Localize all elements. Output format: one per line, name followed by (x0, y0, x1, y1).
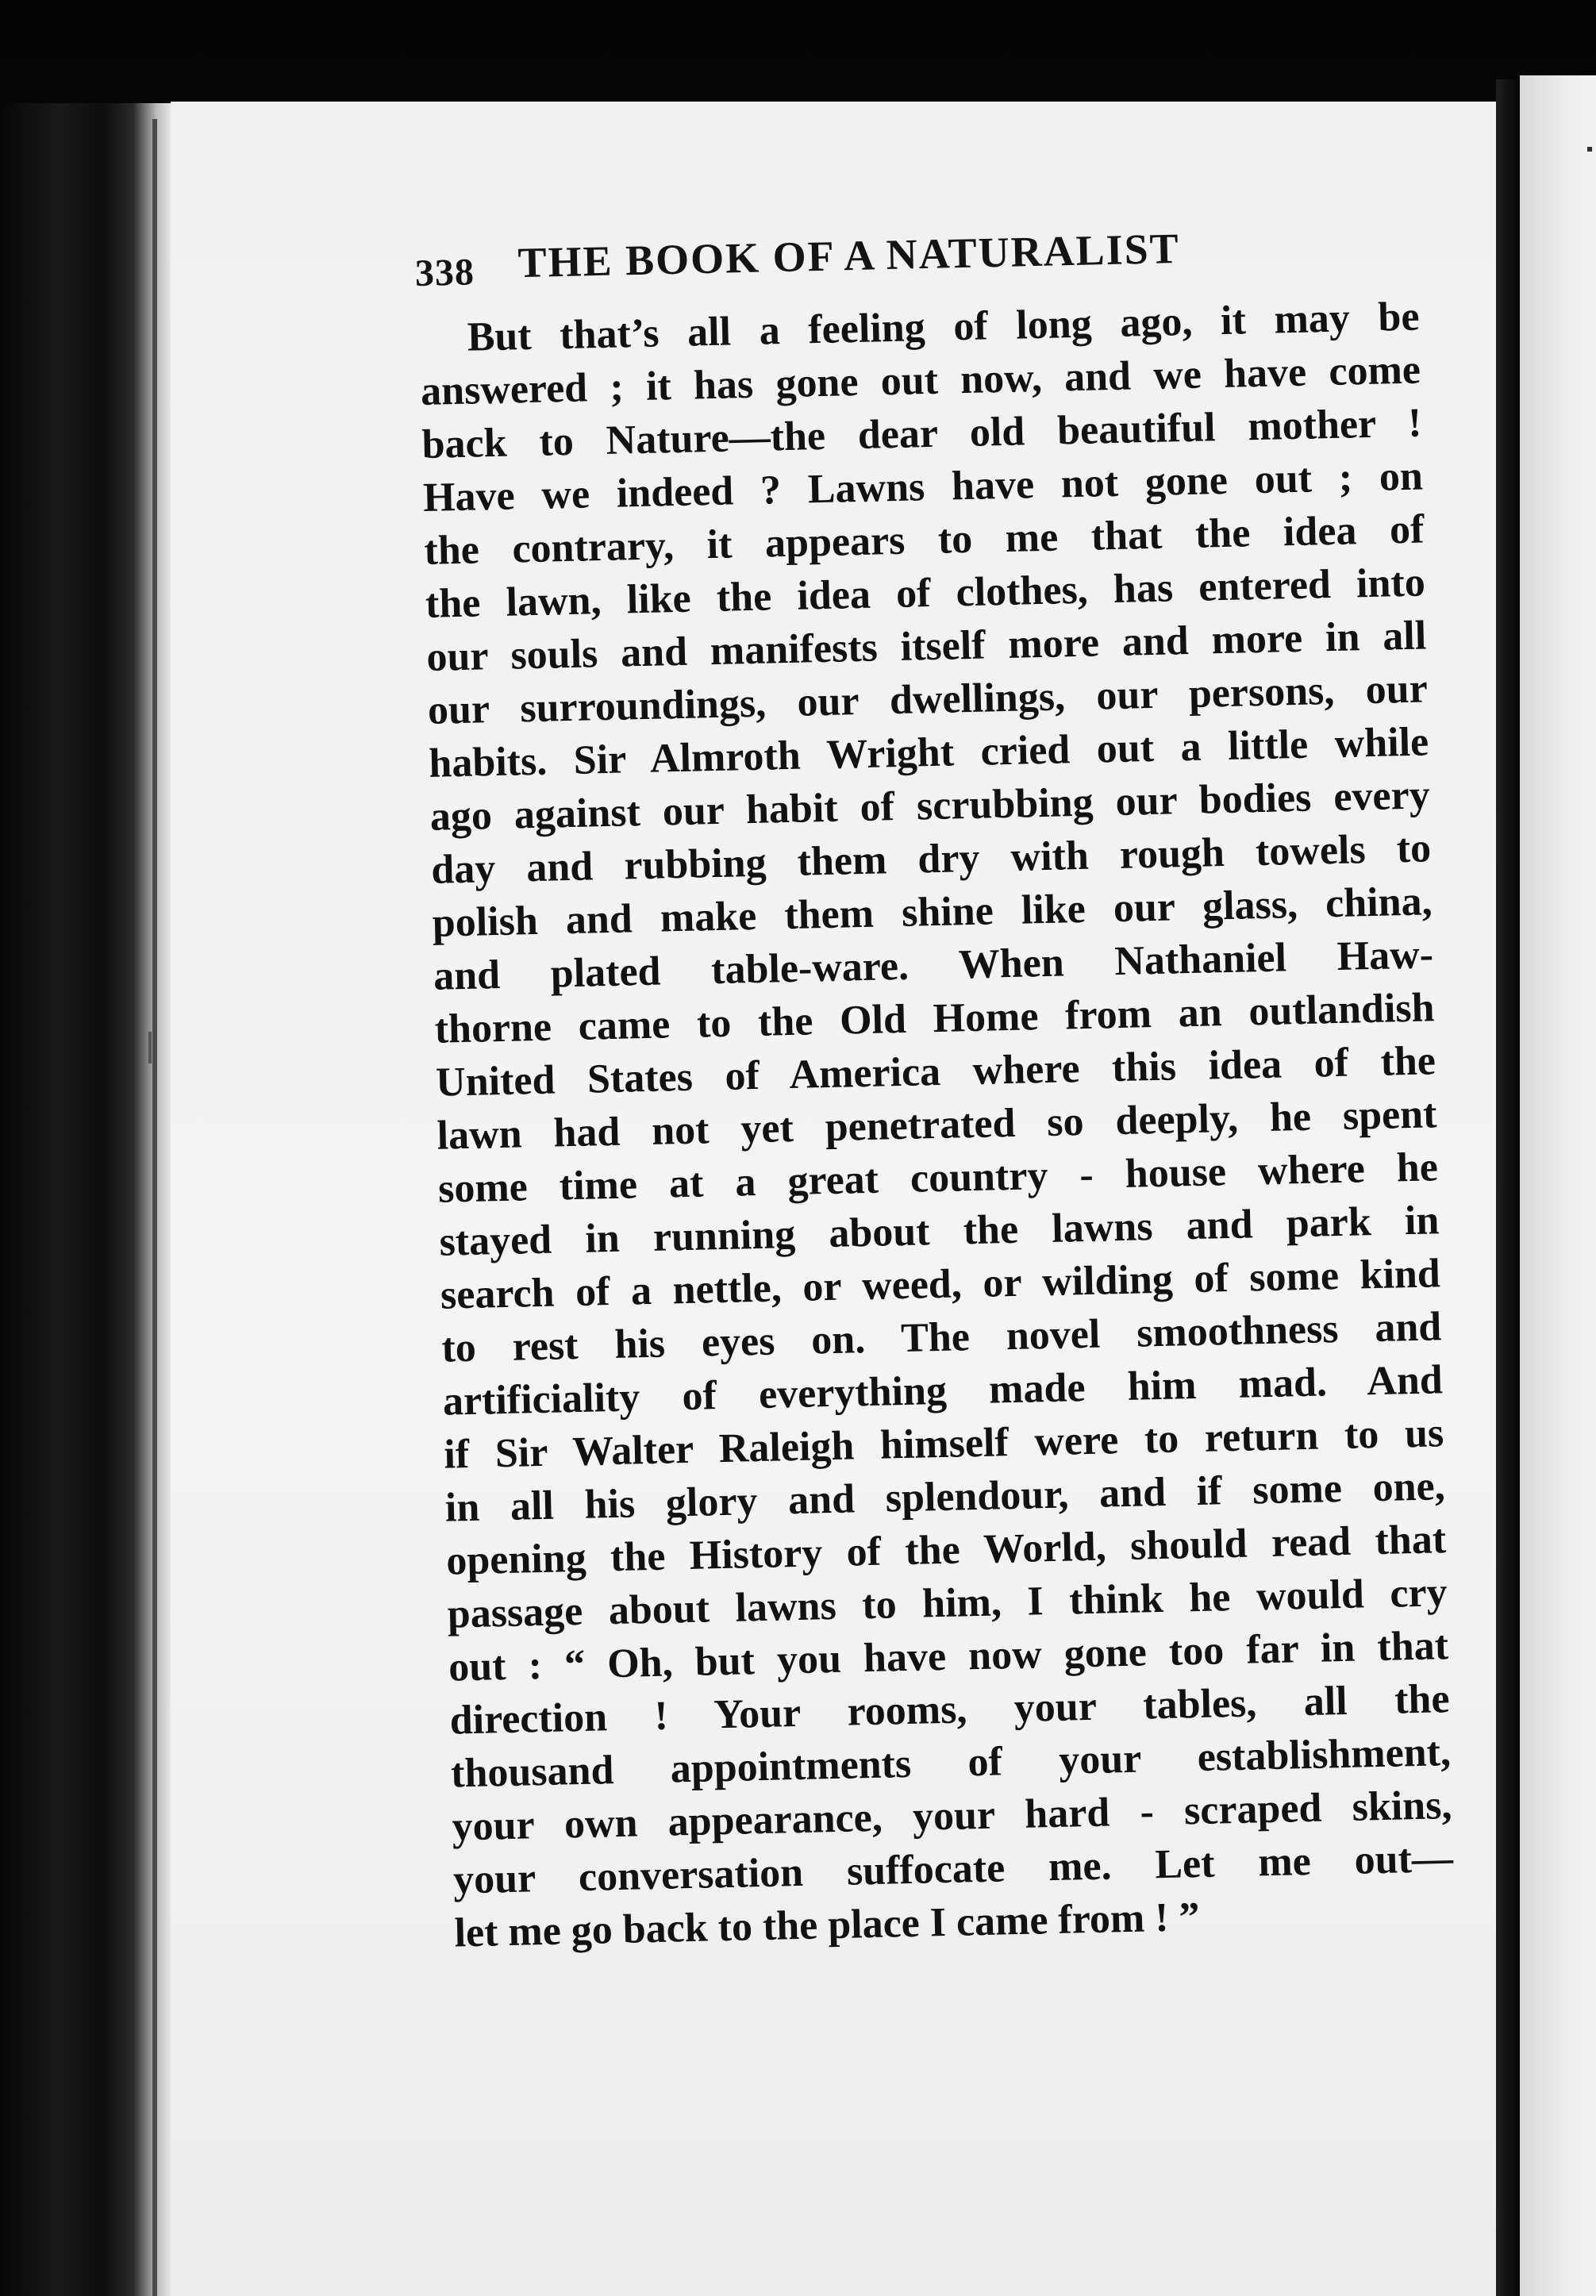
text-line: day and rubbing them dry with rough towels to (430, 825, 1432, 893)
text-line: passage about lawns to him, I think he would cry (447, 1570, 1448, 1637)
book-binding-edge (0, 103, 171, 2296)
text-line: our souls and manifests itself more and more in all (425, 613, 1427, 680)
text-line: United States of America where this idea of the (435, 1038, 1436, 1106)
text-line: out : “ Oh, but you have now gone too far in that (448, 1623, 1449, 1690)
text-line: your conversation suffocate me. Let me out— (452, 1836, 1454, 1903)
text-line: search of a nettle, or weed, or wilding of some kind (440, 1251, 1441, 1318)
text-line: if Sir Walter Raleigh himself were to return to us (443, 1410, 1444, 1478)
page-number: 338 (414, 251, 475, 294)
scan-mark (1587, 147, 1592, 152)
text-line: thorne came to the Old Home from an outlandish (434, 985, 1436, 1052)
text-line: artificiality of everything made him mad. And (442, 1357, 1444, 1425)
text-line: in all his glory and splendour, and if some one, (444, 1463, 1446, 1531)
scan-mark (148, 1032, 152, 1063)
text-line: lawn had not yet penetrated so deeply, he spent (436, 1091, 1437, 1159)
text-line: opening the History of the World, should read that (445, 1517, 1447, 1584)
text-line: back to Nature—the dear old beautiful mother ! (421, 400, 1422, 467)
text-line: habits. Sir Almroth Wright cried out a little while (428, 719, 1429, 786)
text-line: But that’s all a feeling of long ago, it may be (467, 294, 1421, 360)
text-line: some time at a great country - house where he (437, 1144, 1439, 1212)
text-line: polish and make them shine like our glass, china, (432, 879, 1433, 946)
text-line: Have we indeed ? Lawns have not gone out ; on (422, 453, 1424, 521)
text-line: direction ! Your rooms, your tables, all the (449, 1676, 1451, 1744)
adjacent-page-edge (1520, 75, 1596, 2296)
text-line: ago against our habit of scrubbing our bodies every (429, 772, 1431, 840)
text-line: the lawn, like the idea of clothes, has entered into (425, 560, 1426, 627)
binding-fold-line (152, 119, 157, 2296)
text-line: your own appearance, your hard - scraped skins, (452, 1783, 1452, 1850)
page-gutter (1496, 79, 1520, 2296)
text-line: the contrary, it appears to me that the idea of (423, 506, 1425, 574)
text-line: stayed in running about the lawns and park in (438, 1198, 1440, 1265)
text-line: thousand appointments of your establishment, (450, 1729, 1452, 1797)
text-line: to rest his eyes on. The novel smoothness and (440, 1304, 1442, 1371)
text-line: and plated table-ware. When Nathaniel Haw- (433, 932, 1434, 999)
body-text (419, 290, 1455, 1960)
running-title: THE BOOK OF A NATURALIST (517, 224, 1181, 287)
text-line: let me go back to the place I came from ! ” (453, 1894, 1201, 1956)
text-line: answered ; it has gone out now, and we have come (420, 347, 1421, 414)
text-line: our surroundings, our dwellings, our persons, our (427, 666, 1429, 733)
